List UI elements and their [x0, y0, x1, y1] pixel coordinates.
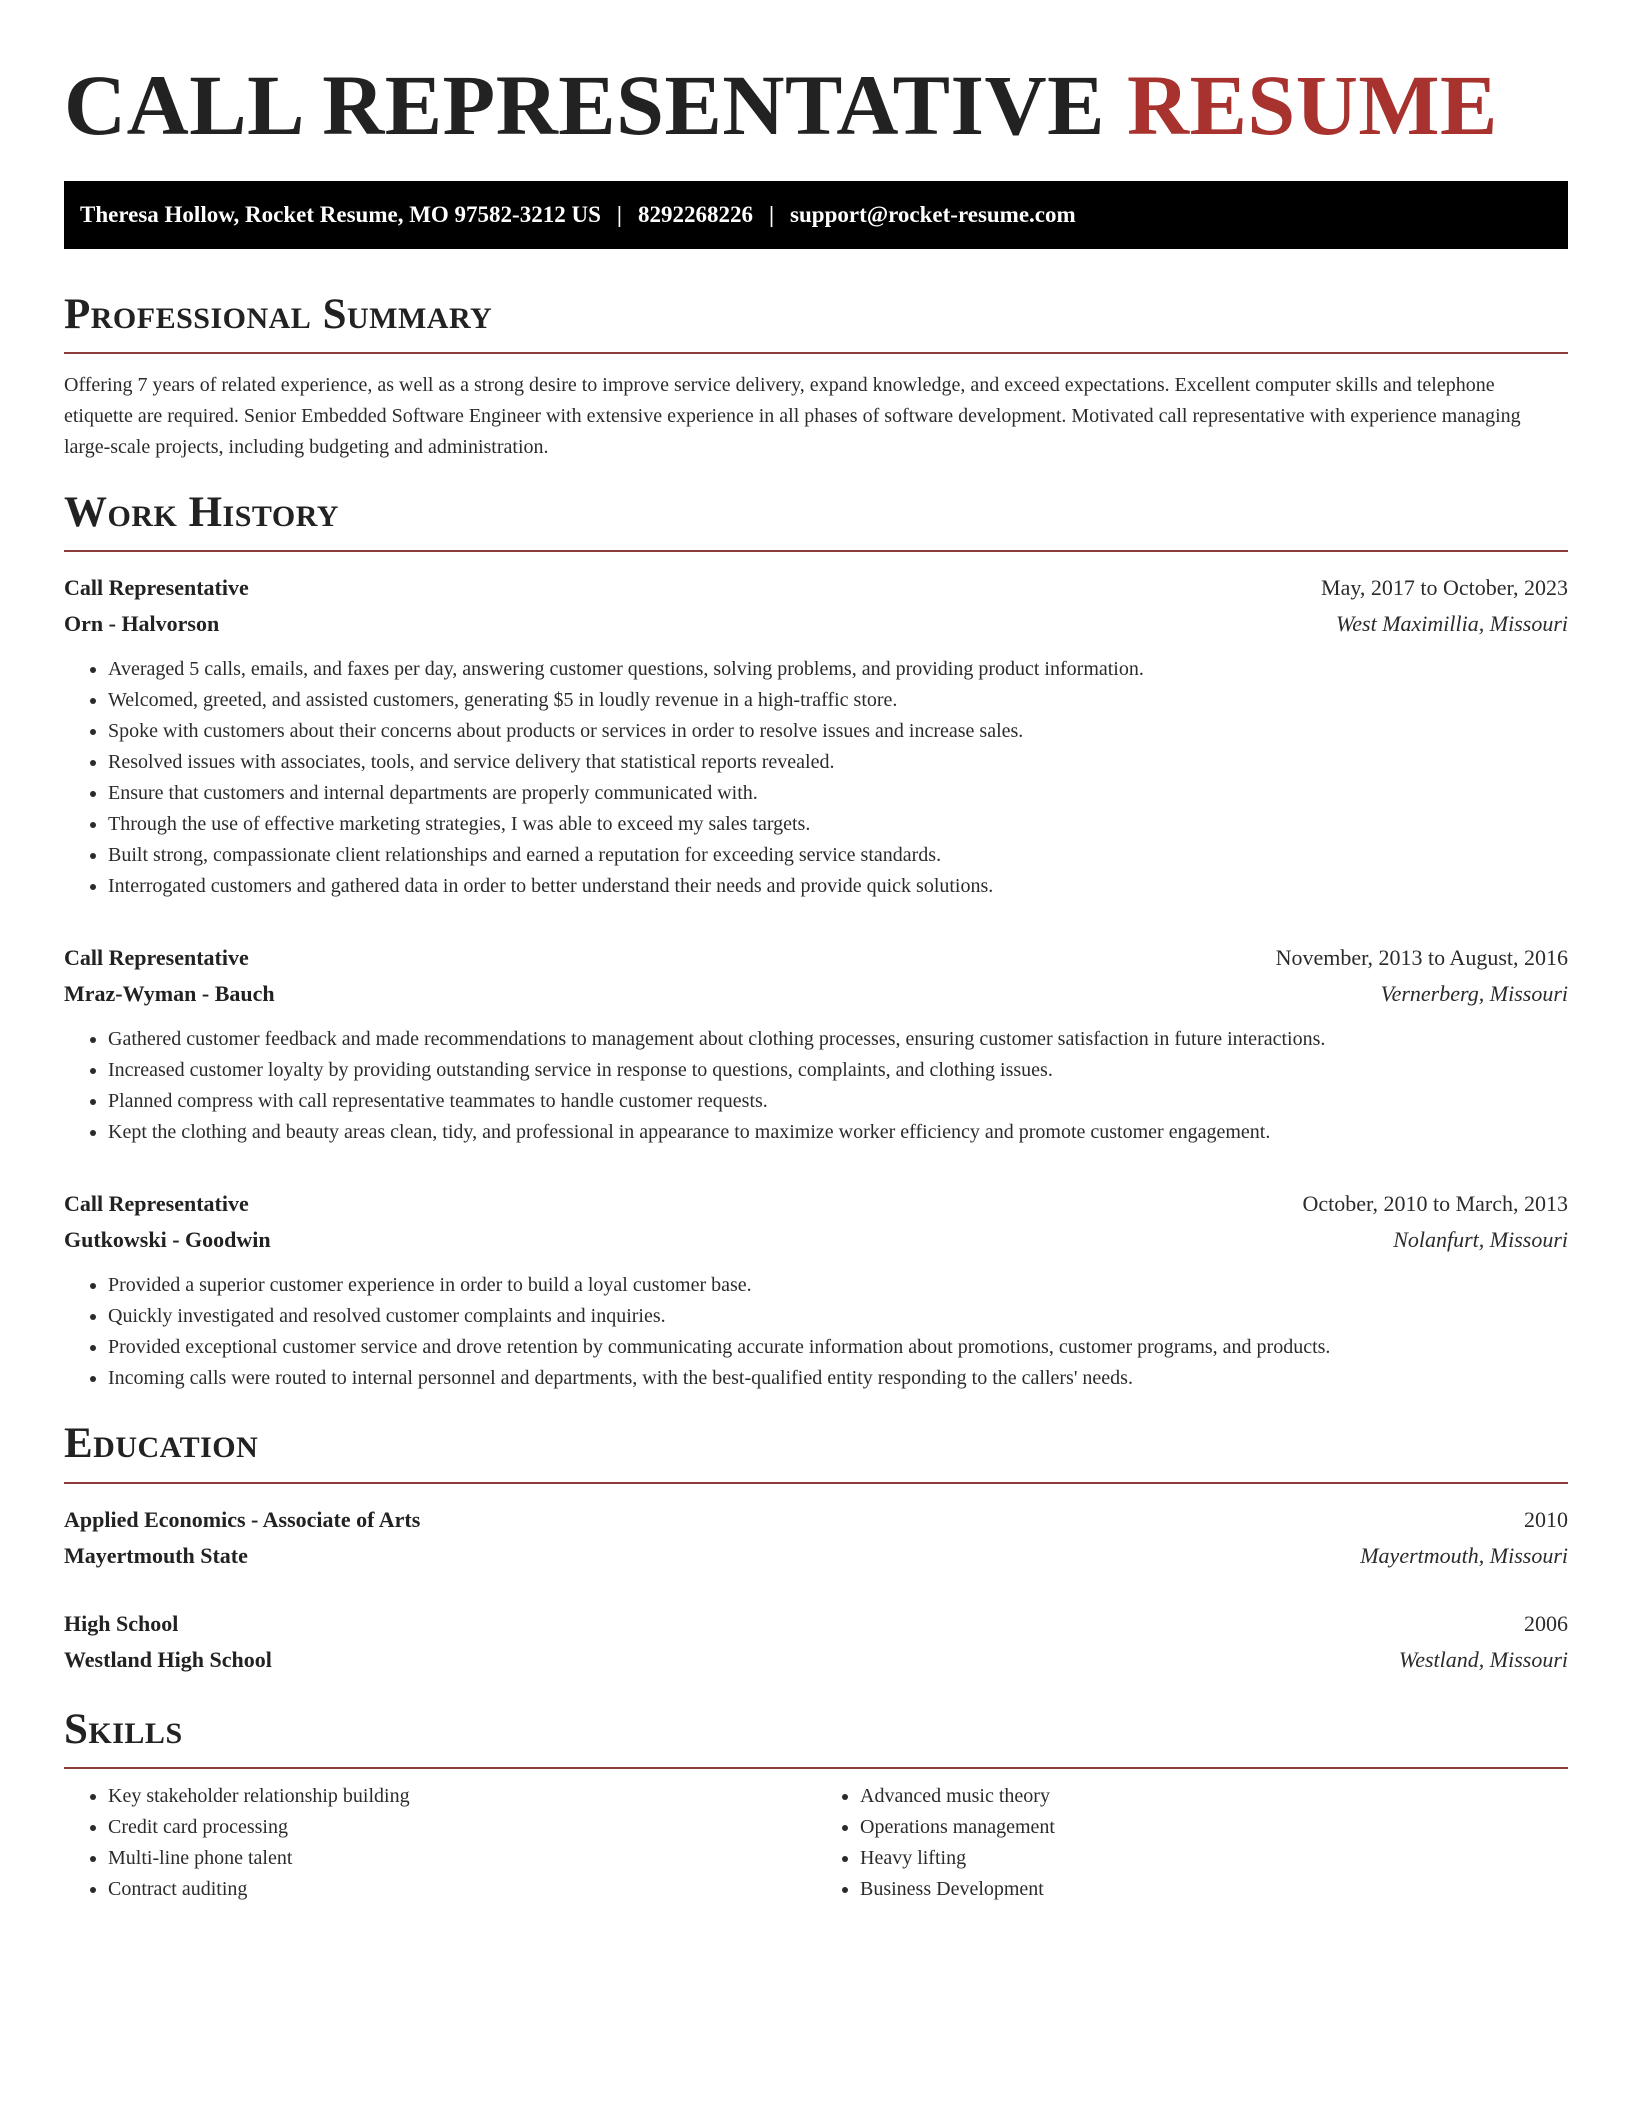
job-entry: [64, 570, 1568, 902]
work-history-section: [64, 489, 1568, 1394]
job-location: Nolanfurt, Missouri: [1393, 1227, 1568, 1253]
list-item: • Increased customer loyalty by providing outstanding service in response to questions, complaints, and clothing issues.: [108, 1055, 1568, 1086]
job-company-row: [64, 1222, 1568, 1258]
education-year: 2006: [1524, 1610, 1568, 1636]
education-entry: [64, 1502, 1568, 1574]
section-heading-skills: Skills: [64, 1706, 1568, 1769]
list-item: • Provided a superior customer experience in order to build a loyal customer base.: [108, 1270, 1568, 1301]
education-location: Mayertmouth, Missouri: [1360, 1542, 1568, 1568]
section-heading-education: Education: [64, 1420, 1568, 1483]
list-item: • Resolved issues with associates, tools, and service delivery that statistical reports revealed.: [108, 747, 1568, 778]
section-heading-work-history: Work History: [64, 489, 1568, 552]
job-header-row: [64, 1186, 1568, 1222]
skill-item: • Contract auditing: [108, 1874, 816, 1905]
contact-separator: |: [768, 201, 775, 227]
contact-bar: [64, 181, 1568, 249]
list-item: • Through the use of effective marketing strategies, I was able to exceed my sales targets.: [108, 809, 1568, 840]
job-bullets: [64, 654, 1568, 902]
list-item: • Quickly investigated and resolved customer complaints and inquiries.: [108, 1301, 1568, 1332]
skill-item: • Key stakeholder relationship building: [108, 1781, 816, 1812]
education-header-row: [64, 1502, 1568, 1538]
contact-address: Theresa Hollow, Rocket Resume, MO 97582-3212 US: [80, 201, 601, 227]
skill-item: • Operations management: [860, 1812, 1568, 1843]
skills-list-left: [64, 1781, 816, 1905]
list-item: • Averaged 5 calls, emails, and faxes per day, answering customer questions, solving problems, and providing product information.: [108, 654, 1568, 685]
education-school: Westland High School: [64, 1646, 272, 1672]
job-location: Vernerberg, Missouri: [1380, 981, 1568, 1007]
list-item: • Built strong, compassionate client relationships and earned a reputation for exceeding service standards.: [108, 840, 1568, 871]
education-school-row: [64, 1642, 1568, 1678]
job-bullets: [64, 1024, 1568, 1148]
summary-text: Offering 7 years of related experience, as well as a strong desire to improve service delivery, expand knowledge, and exceed expectations. Excellent computer skills and telephone etiquette are required. Senior Embedded Software Engineer with extensive experience in all phases of software development. Motivated call representative with experience managing large-scale projects, including budgeting and administration.: [64, 374, 1521, 459]
job-company: Orn - Halvorson: [64, 611, 220, 637]
list-item: • Interrogated customers and gathered data in order to better understand their needs and provide quick solutions.: [108, 871, 1568, 902]
job-entry: [64, 1186, 1568, 1394]
list-item: • Kept the clothing and beauty areas clean, tidy, and professional in appearance to maximize worker efficiency and promote customer engagement.: [108, 1117, 1568, 1148]
education-location: Westland, Missouri: [1398, 1646, 1568, 1672]
job-company-row: [64, 606, 1568, 642]
job-header-row: [64, 570, 1568, 606]
job-company-row: [64, 976, 1568, 1012]
section-heading-summary: Professional Summary: [64, 291, 1568, 354]
skill-item: • Multi-line phone talent: [108, 1843, 816, 1874]
skill-item: • Business Development: [860, 1874, 1568, 1905]
job-title: Call Representative: [64, 575, 249, 601]
job-dates: October, 2010 to March, 2013: [1302, 1191, 1568, 1217]
job-company: Gutkowski - Goodwin: [64, 1227, 271, 1253]
skill-item: • Credit card processing: [108, 1812, 816, 1843]
education-degree: High School: [64, 1610, 179, 1636]
list-item: • Ensure that customers and internal departments are properly communicated with.: [108, 778, 1568, 809]
education-section: [64, 1420, 1568, 1677]
job-header-row: [64, 940, 1568, 976]
list-item: • Gathered customer feedback and made recommendations to management about clothing processes, ensuring customer satisfaction in future interactions.: [108, 1024, 1568, 1055]
list-item: • Provided exceptional customer service and drove retention by communicating accurate information about promotions, customer programs, and products.: [108, 1332, 1568, 1363]
job-entry: [64, 940, 1568, 1148]
list-item: • Spoke with customers about their concerns about products or services in order to resolve issues and increase sales.: [108, 716, 1568, 747]
list-item: • Planned compress with call representative teammates to handle customer requests.: [108, 1086, 1568, 1117]
list-item: • Incoming calls were routed to internal personnel and departments, with the best-qualified entity responding to the callers' needs.: [108, 1363, 1568, 1394]
education-header-row: [64, 1606, 1568, 1642]
job-company: Mraz-Wyman - Bauch: [64, 981, 275, 1007]
contact-email[interactable]: support@rocket-resume.com: [790, 201, 1076, 227]
title-main: CALL REPRESENTATIVE: [64, 57, 1105, 153]
list-item: • Welcomed, greeted, and assisted customers, generating $5 in loudly revenue in a high-traffic store.: [108, 685, 1568, 716]
contact-separator: |: [616, 201, 622, 227]
job-title: Call Representative: [64, 1191, 249, 1217]
education-year: 2010: [1524, 1506, 1568, 1532]
skills-columns: [64, 1781, 1568, 1905]
contact-phone[interactable]: 8292268226: [637, 201, 753, 227]
summary-section: [64, 291, 1568, 463]
education-school: Mayertmouth State: [64, 1542, 248, 1568]
page-title: [64, 56, 1568, 155]
job-location: West Maximillia, Missouri: [1335, 611, 1568, 637]
education-degree: Applied Economics - Associate of Arts: [64, 1506, 421, 1532]
education-school-row: [64, 1538, 1568, 1574]
education-entry: [64, 1606, 1568, 1678]
title-accent: RESUME: [1126, 57, 1498, 153]
skills-list-right: [816, 1781, 1568, 1905]
skill-item: • Advanced music theory: [860, 1781, 1568, 1812]
job-title: Call Representative: [64, 945, 249, 971]
skills-section: [64, 1706, 1568, 1905]
job-dates: May, 2017 to October, 2023: [1321, 575, 1568, 601]
job-bullets: [64, 1270, 1568, 1394]
job-dates: November, 2013 to August, 2016: [1275, 945, 1568, 971]
skill-item: • Heavy lifting: [860, 1843, 1568, 1874]
